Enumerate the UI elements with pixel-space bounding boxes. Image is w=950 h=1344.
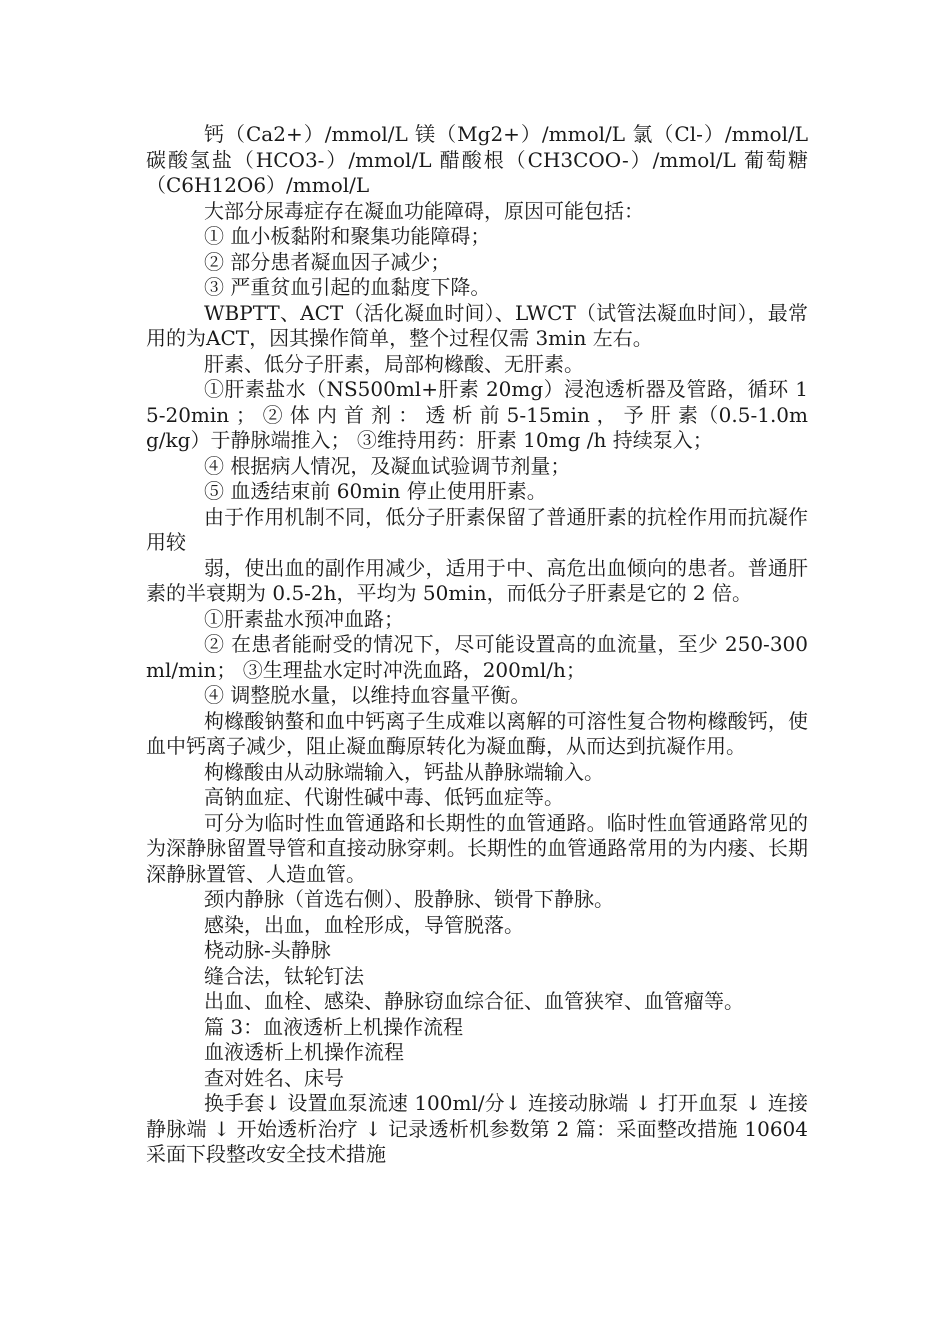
list-item-ultrafiltration: ④ 调整脱水量，以维持血容量平衡。: [204, 683, 531, 707]
paragraph-fistula-vessels: 桡动脉-头静脉: [204, 938, 331, 962]
paragraph-citrate-mechanism: 枸橼酸钠螯和血中钙离子生成难以离解的可溶性复合物枸橼酸钙，使血中钙离子减少，阻止凝血酶原转化为凝血酶，从而达到抗凝作用。: [146, 708, 808, 758]
paragraph-catheter-sites: 颈内静脉（首选右侧）、股静脉、锁骨下静脉。: [204, 887, 614, 911]
paragraph-coagulation-tests: WBPTT、ACT（活化凝血时间）、LWCT（试管法凝血时间），最常用的为ACT，因其操作简单，整个过程仅需 3min 左右。: [146, 300, 808, 350]
list-item-clotting-factor: ② 部分患者凝血因子减少；: [204, 249, 451, 274]
list-item-blood-flow: ② 在患者能耐受的情况下，尽可能设置高的血流量，至少 250-300ml/min； ③生理盐水定时冲洗血路，200ml/h；: [146, 632, 808, 682]
paragraph-citrate-complications: 高钠血症、代谢性碱中毒、低钙血症等。: [204, 785, 564, 809]
paragraph-vascular-access: 可分为临时性血管通路和长期性的血管通路。临时性血管通路常见的为深静脉留置导管和直接动脉穿刺。长期性的血管通路常用的为内瘘、长期深静脉置管、人造血管。: [146, 810, 808, 886]
list-item-adjust-dose: ④ 根据病人情况，及凝血试验调节剂量；: [204, 453, 571, 478]
list-item-platelet: ① 血小板黏附和聚集功能障碍；: [204, 224, 491, 248]
list-item-stop-heparin: ⑤ 血透结束前 60min 停止使用肝素。: [204, 479, 547, 503]
paragraph-fistula-complications: 出血、血栓、感染、静脉窃血综合征、血管狭窄、血管瘤等。: [204, 989, 744, 1013]
section-heading: 篇 3：血液透析上机操作流程: [204, 1014, 464, 1039]
paragraph-heparin-steps: ①肝素盐水（NS500ml+肝素 20mg）浸泡透析器及管路，循环 15-20min ； ② 体 内 首 剂 ： 透 析 前 5-15min ， 予 肝 素（0.5-1.0mg/kg）于静脉端推入； ③维持用药：肝素 10mg /h 持续泵入；: [146, 377, 808, 452]
paragraph-procedure-flow: 换手套↓ 设置血泵流速 100ml/分↓ 连接动脉端 ↓ 打开血泵 ↓ 连接静脉端 ↓ 开始透析治疗 ↓ 记录透析机参数第 2 篇：采面整改措施 10604 采面下段整改安全技术措施: [146, 1091, 808, 1166]
paragraph-check-patient: 查对姓名、床号: [204, 1065, 344, 1090]
paragraph-anastomosis: 缝合法，钛轮钉法: [204, 963, 364, 988]
section-subtitle: 血液透析上机操作流程: [204, 1040, 404, 1064]
paragraph-citrate-infusion: 枸橼酸由从动脉端输入，钙盐从静脉端输入。: [204, 759, 604, 784]
paragraph-coagulation-intro: 大部分尿毒症存在凝血功能障碍，原因可能包括：: [204, 198, 644, 223]
document-body: [146, 122, 808, 1168]
paragraph-anticoagulants: 肝素、低分子肝素，局部枸橼酸、无肝素。: [204, 351, 584, 376]
paragraph-lmwh-half-life: 弱，使出血的副作用减少，适用于中、高危出血倾向的患者。普通肝素的半衰期为 0.5-2h，平均为 50min，而低分子肝素是它的 2 倍。: [146, 555, 808, 605]
paragraph-lmwh-mechanism: 由于作用机制不同，低分子肝素保留了普通肝素的抗栓作用而抗凝作用较: [146, 504, 808, 554]
list-item-anemia: ③ 严重贫血引起的血黏度下降。: [204, 275, 491, 299]
paragraph-electrolyte-units: 钙（Ca2+）/mmol/L 镁（Mg2+）/mmol/L 氯（Cl-）/mmol/L 碳酸氢盐（HCO3-）/mmol/L 醋酸根（CH3COO-）/mmol/L 葡萄糖（C6H12O6）/mmol/L: [146, 122, 808, 197]
list-item-prime-circuit: ①肝素盐水预冲血路；: [204, 606, 404, 631]
paragraph-catheter-complications: 感染，出血，血栓形成，导管脱落。: [204, 912, 524, 937]
